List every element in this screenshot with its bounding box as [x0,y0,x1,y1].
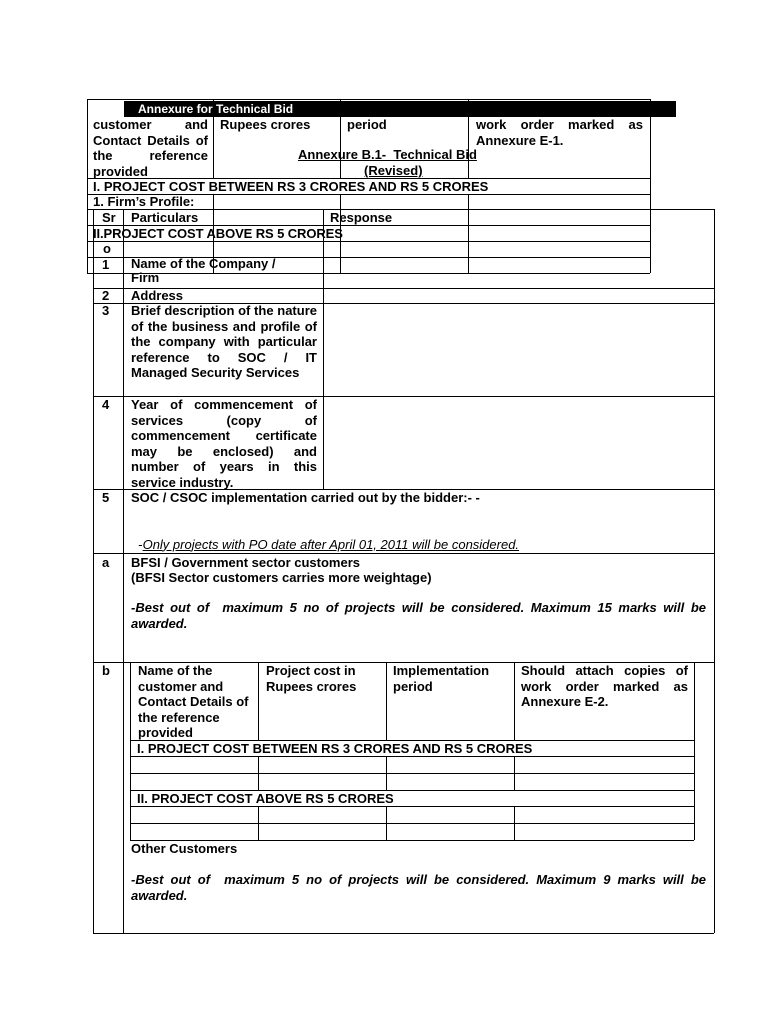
inner-head-col2: Project cost in Rupees crores [266,663,360,694]
firms-profile-heading: 1. Firm’s Profile: [93,194,195,209]
row-b-note: -Best out of maximum 5 no of projects will be considered. Maximum 9 marks will be awarded. [131,872,710,903]
col-head-particulars: Particulars [131,210,199,225]
row-1-text: Name of the Company / Firm [131,256,280,285]
row-a-line2: (BFSI Sector customers carries more weightage) [131,570,432,585]
row-5-text: SOC / CSOC implementation carried out by the bidder:- - [131,490,480,505]
row-4-sr: 4 [102,397,110,412]
row-b-sr: b [102,663,110,678]
banner-text: Annexure for Technical Bid [138,102,294,116]
overlay-header-col3: period [347,117,387,132]
doc-subtitle: (Revised) [364,163,423,178]
row-3-text: Brief description of the nature of the business and profile of the company with particular reference to SOC / IT Managed Security Services [131,303,321,380]
doc-title: Annexure B.1- Technical Bid [298,147,477,162]
row-a-note: -Best out of maximum 5 no of projects will be considered. Maximum 15 marks will be awarded. [131,600,710,631]
row-a-sr: a [102,555,110,570]
row-2-text: Address [131,288,184,303]
row-4-text: Year of commencement of services (copy of commencement certificate may be enclosed) and number of years in this service industry. [131,397,321,490]
overlay-section-2: II.PROJECT COST ABOVE RS 5 CRORES [93,226,343,241]
row-1-sr: 1 [102,257,110,272]
row-a-line1: BFSI / Government sector customers [131,555,361,570]
inner-head-col3: Implementation period [393,663,493,694]
row-5-sr: 5 [102,490,110,505]
inner-head-col4: Should attach copies of work order marked as Annexure E-2. [521,663,692,709]
row-2-sr: 2 [102,288,110,303]
overlay-header-col2: Rupees crores [220,117,311,132]
inner-section-1: I. PROJECT COST BETWEEN RS 3 CRORES AND RS 5 CRORES [137,741,533,756]
overlay-header-col4: work order marked as Annexure E-1. [476,117,647,148]
row-5-note-text: Only projects with PO date after April 01, 2011 will be considered. [142,536,520,552]
col-head-response: Response [330,210,393,225]
inner-section-2: II. PROJECT COST ABOVE RS 5 CRORES [137,791,394,806]
row-3-sr: 3 [102,303,110,318]
col-head-no: o [103,241,111,256]
other-customers: Other Customers [131,841,238,856]
col-head-sr: Sr [102,210,116,225]
row-5-note-prefix: - [138,536,143,552]
inner-head-col1: Name of the customer and Contact Details of the reference provided [138,663,253,740]
overlay-header-col1: customer and Contact Details of the reference provided [93,117,212,179]
overlay-section-1: I. PROJECT COST BETWEEN RS 3 CRORES AND RS 5 CRORES [93,179,489,194]
